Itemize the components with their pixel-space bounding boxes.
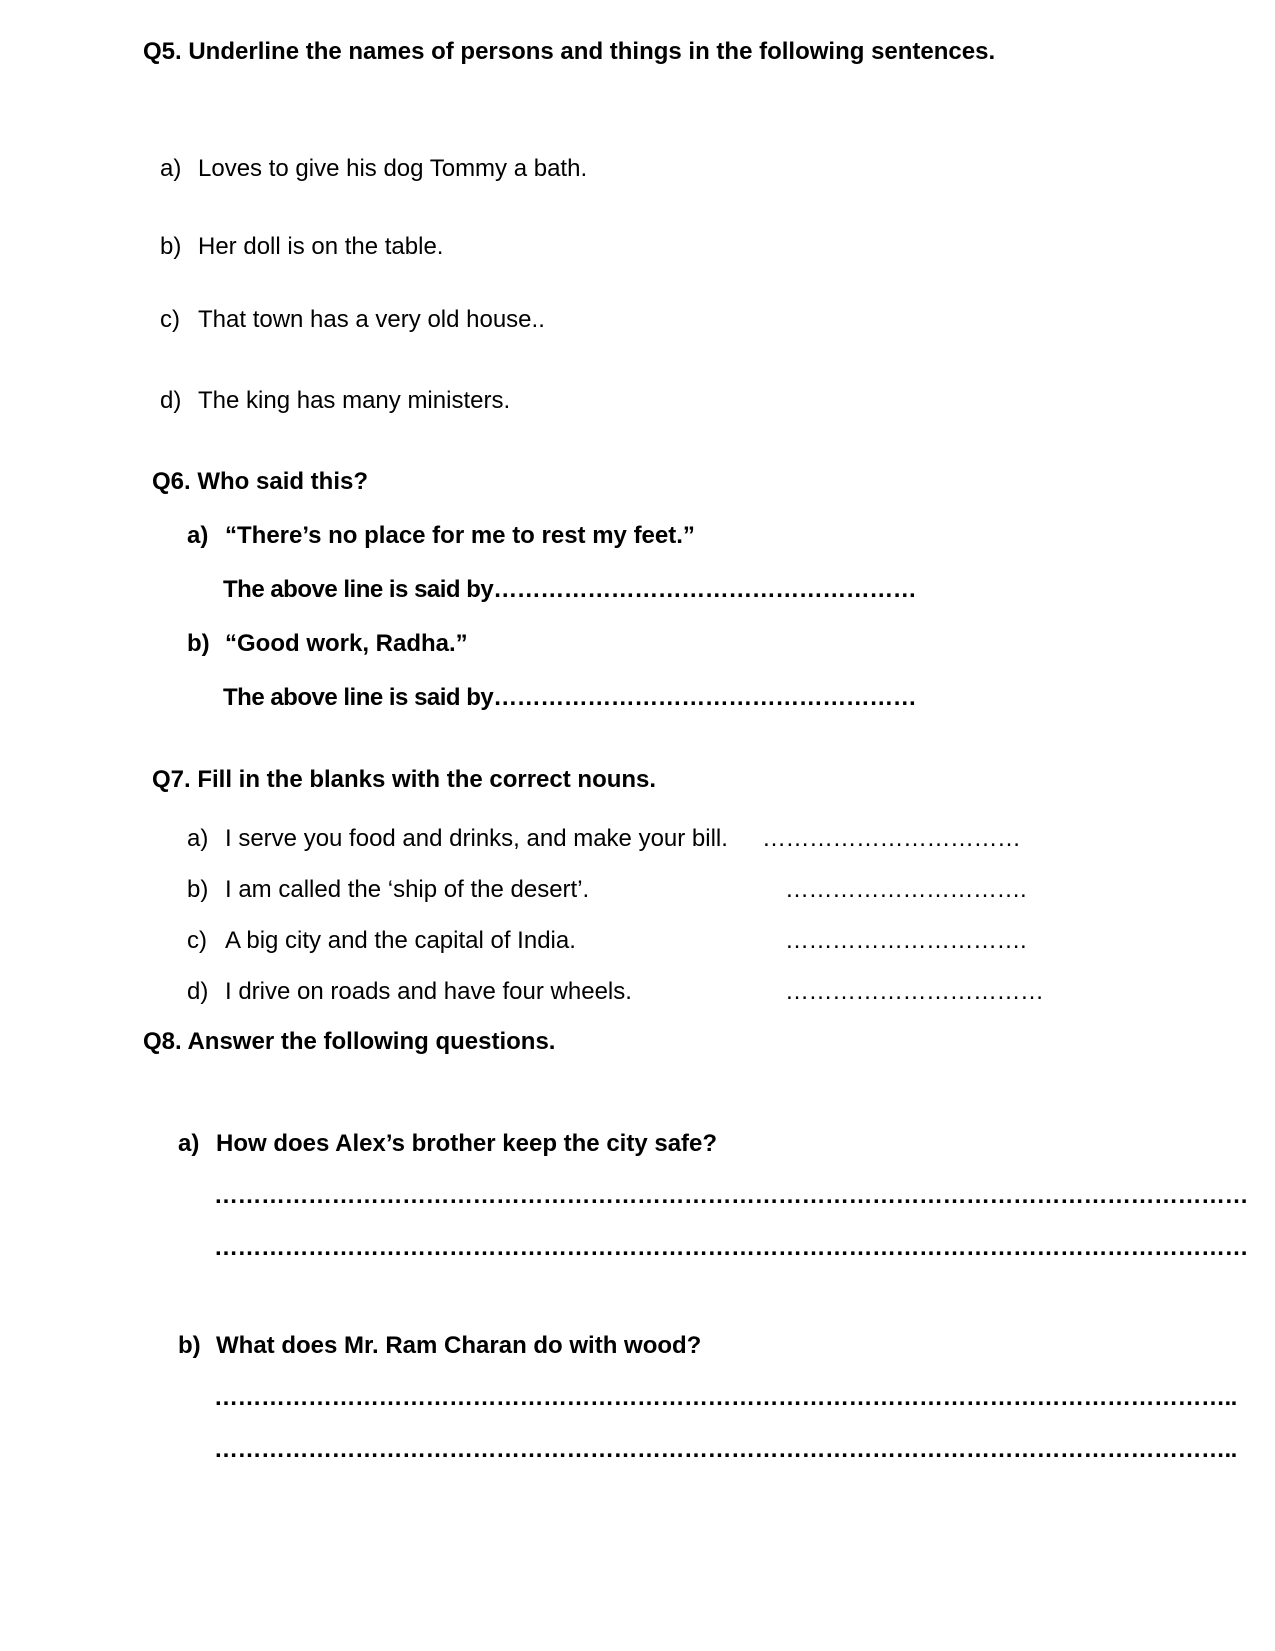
q8-item-b-answer-line-2[interactable]: ………………………………………………………………………………………………………………….. xyxy=(214,1436,1237,1463)
item-text: I am called the ‘ship of the desert’. xyxy=(225,876,590,903)
item-text: Her doll is on the table. xyxy=(198,233,444,260)
q5-item-b xyxy=(160,233,443,261)
q7-item-c-blank[interactable]: …………………………. xyxy=(785,927,1027,954)
q6-title: Q6. Who said this? xyxy=(152,468,369,495)
item-marker: a) xyxy=(187,825,209,852)
item-text: That town has a very old house.. xyxy=(198,306,545,333)
q7-item-a-blank[interactable]: …………………………… xyxy=(762,825,1021,852)
q5-item-a xyxy=(160,155,587,183)
q5-item-d xyxy=(160,387,510,415)
q5-item-c xyxy=(160,306,545,334)
item-marker: c) xyxy=(187,927,207,954)
q6-item-a-quote xyxy=(187,522,695,550)
q7-item-a xyxy=(187,825,728,853)
item-marker: a) xyxy=(187,522,209,549)
item-marker: d) xyxy=(160,387,182,414)
item-text: I serve you food and drinks, and make your bill. xyxy=(225,825,728,852)
q7-item-b-blank[interactable]: …………………………. xyxy=(785,876,1027,903)
q7-item-c xyxy=(187,927,576,955)
item-marker: b) xyxy=(178,1332,201,1359)
q6-item-b-quote xyxy=(187,630,468,658)
q7-item-d-blank[interactable]: …………………………… xyxy=(785,978,1044,1005)
quote-text: “There’s no place for me to rest my feet.” xyxy=(225,522,695,549)
item-marker: b) xyxy=(160,233,182,260)
q6-item-b-answer-line[interactable]: The above line is said by……………………………………………… xyxy=(223,684,917,711)
q7-title: Q7. Fill in the blanks with the correct nouns. xyxy=(152,766,657,793)
q8-item-a-answer-line-2[interactable]: …………………………………………………………………………………………………………………… xyxy=(214,1234,1248,1261)
item-text: A big city and the capital of India. xyxy=(225,927,576,954)
item-marker: c) xyxy=(160,306,180,333)
quote-text: “Good work, Radha.” xyxy=(225,630,468,657)
q8-item-a-question xyxy=(178,1130,717,1158)
q8-item-b-question xyxy=(178,1332,701,1360)
q8-item-b-answer-line-1[interactable]: ………………………………………………………………………………………………………………….. xyxy=(214,1384,1237,1411)
item-text: I drive on roads and have four wheels. xyxy=(225,978,632,1005)
item-text: The king has many ministers. xyxy=(198,387,511,414)
question-text: How does Alex’s brother keep the city safe? xyxy=(216,1130,718,1157)
q8-title: Q8. Answer the following questions. xyxy=(143,1028,556,1055)
item-marker: b) xyxy=(187,876,209,903)
q7-item-b xyxy=(187,876,589,904)
item-marker: b) xyxy=(187,630,210,657)
item-marker: a) xyxy=(178,1130,200,1157)
q5-title: Q5. Underline the names of persons and things in the following sentences. xyxy=(143,38,996,65)
question-text: What does Mr. Ram Charan do with wood? xyxy=(216,1332,702,1359)
item-marker: a) xyxy=(160,155,182,182)
q6-item-a-answer-line[interactable]: The above line is said by……………………………………………… xyxy=(223,576,917,603)
item-marker: d) xyxy=(187,978,209,1005)
q7-item-d xyxy=(187,978,632,1006)
q8-item-a-answer-line-1[interactable]: …………………………………………………………………………………………………………………… xyxy=(214,1182,1248,1209)
item-text: Loves to give his dog Tommy a bath. xyxy=(198,155,588,182)
